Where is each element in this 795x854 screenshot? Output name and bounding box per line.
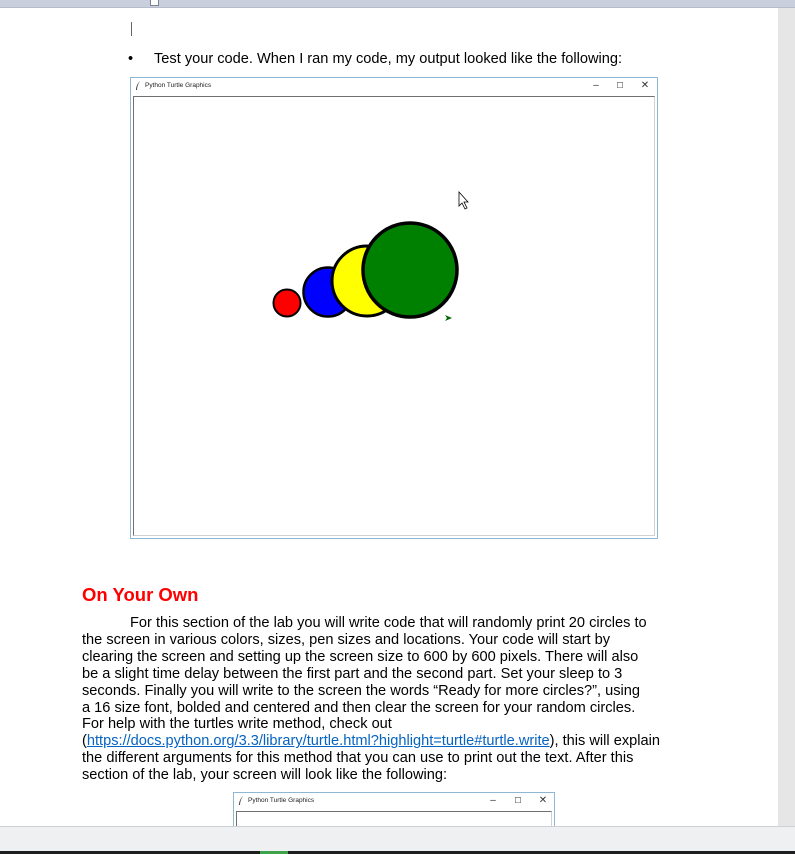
ruler-indent-marker[interactable] xyxy=(150,0,159,6)
paragraph-line: a 16 size font, bolded and centered and then clear the screen for your random circles. xyxy=(82,699,636,716)
turtle-canvas xyxy=(133,96,655,536)
circle-green xyxy=(363,223,457,317)
page-margin-gap xyxy=(778,8,795,828)
minimize-icon: – xyxy=(593,80,599,91)
text-cursor xyxy=(131,22,132,36)
paragraph-line: be a slight time delay between the first part and the second part. Set your sleep to 3 xyxy=(82,665,623,682)
after-link-text: ), this will explain xyxy=(549,733,660,750)
turtle-window-title: Python Turtle Graphics xyxy=(248,797,315,804)
turtle-window-titlebar xyxy=(131,78,657,95)
turtle-docs-link[interactable]: https://docs.python.org/3.3/library/turtle.html?highlight=turtle#turtle.write xyxy=(86,733,550,750)
open-paren: ( xyxy=(82,733,87,750)
close-icon: ✕ xyxy=(640,80,650,91)
paragraph-line: the screen in various colors, sizes, pen sizes and locations. Your code will start by xyxy=(82,631,611,648)
mouse-pointer-icon xyxy=(459,192,468,209)
feather-icon xyxy=(238,796,244,806)
instructions-paragraph xyxy=(82,615,672,784)
turtle-window-titlebar xyxy=(234,793,554,810)
maximize-icon: ☐ xyxy=(616,81,624,90)
close-icon: ✕ xyxy=(538,795,548,806)
turtle-arrow-icon xyxy=(445,315,452,321)
bullet-symbol: • xyxy=(128,51,134,67)
horizontal-ruler[interactable] xyxy=(0,0,795,8)
circle-red xyxy=(274,290,301,317)
paragraph-line: For this section of the lab you will write code that will randomly print 20 circles to xyxy=(130,615,647,631)
paragraph-line: clearing the screen and setting up the screen size to 600 by 600 pixels. There will also xyxy=(82,648,639,665)
feather-icon xyxy=(135,81,141,91)
turtle-window-screenshot-2 xyxy=(233,792,555,828)
paragraph-line: section of the lab, your screen will look like the following: xyxy=(82,767,448,784)
status-bar xyxy=(0,826,795,854)
turtle-window-title: Python Turtle Graphics xyxy=(145,82,212,89)
paragraph-line: For help with the turtles write method, check out xyxy=(82,716,392,733)
paragraph-line: seconds. Finally you will write to the screen the words “Ready for more circles?”, using xyxy=(82,682,641,699)
maximize-icon: ☐ xyxy=(514,796,522,805)
bullet-text: Test your code. When I ran my code, my output looked like the following: xyxy=(154,51,623,67)
link-line xyxy=(82,733,672,750)
document-page[interactable] xyxy=(0,8,778,828)
section-heading: On Your Own xyxy=(82,584,199,605)
turtle-window-screenshot xyxy=(130,77,658,539)
minimize-icon: – xyxy=(490,795,496,806)
paragraph-line: the different arguments for this method that you can use to print out the text. After this xyxy=(82,750,634,767)
